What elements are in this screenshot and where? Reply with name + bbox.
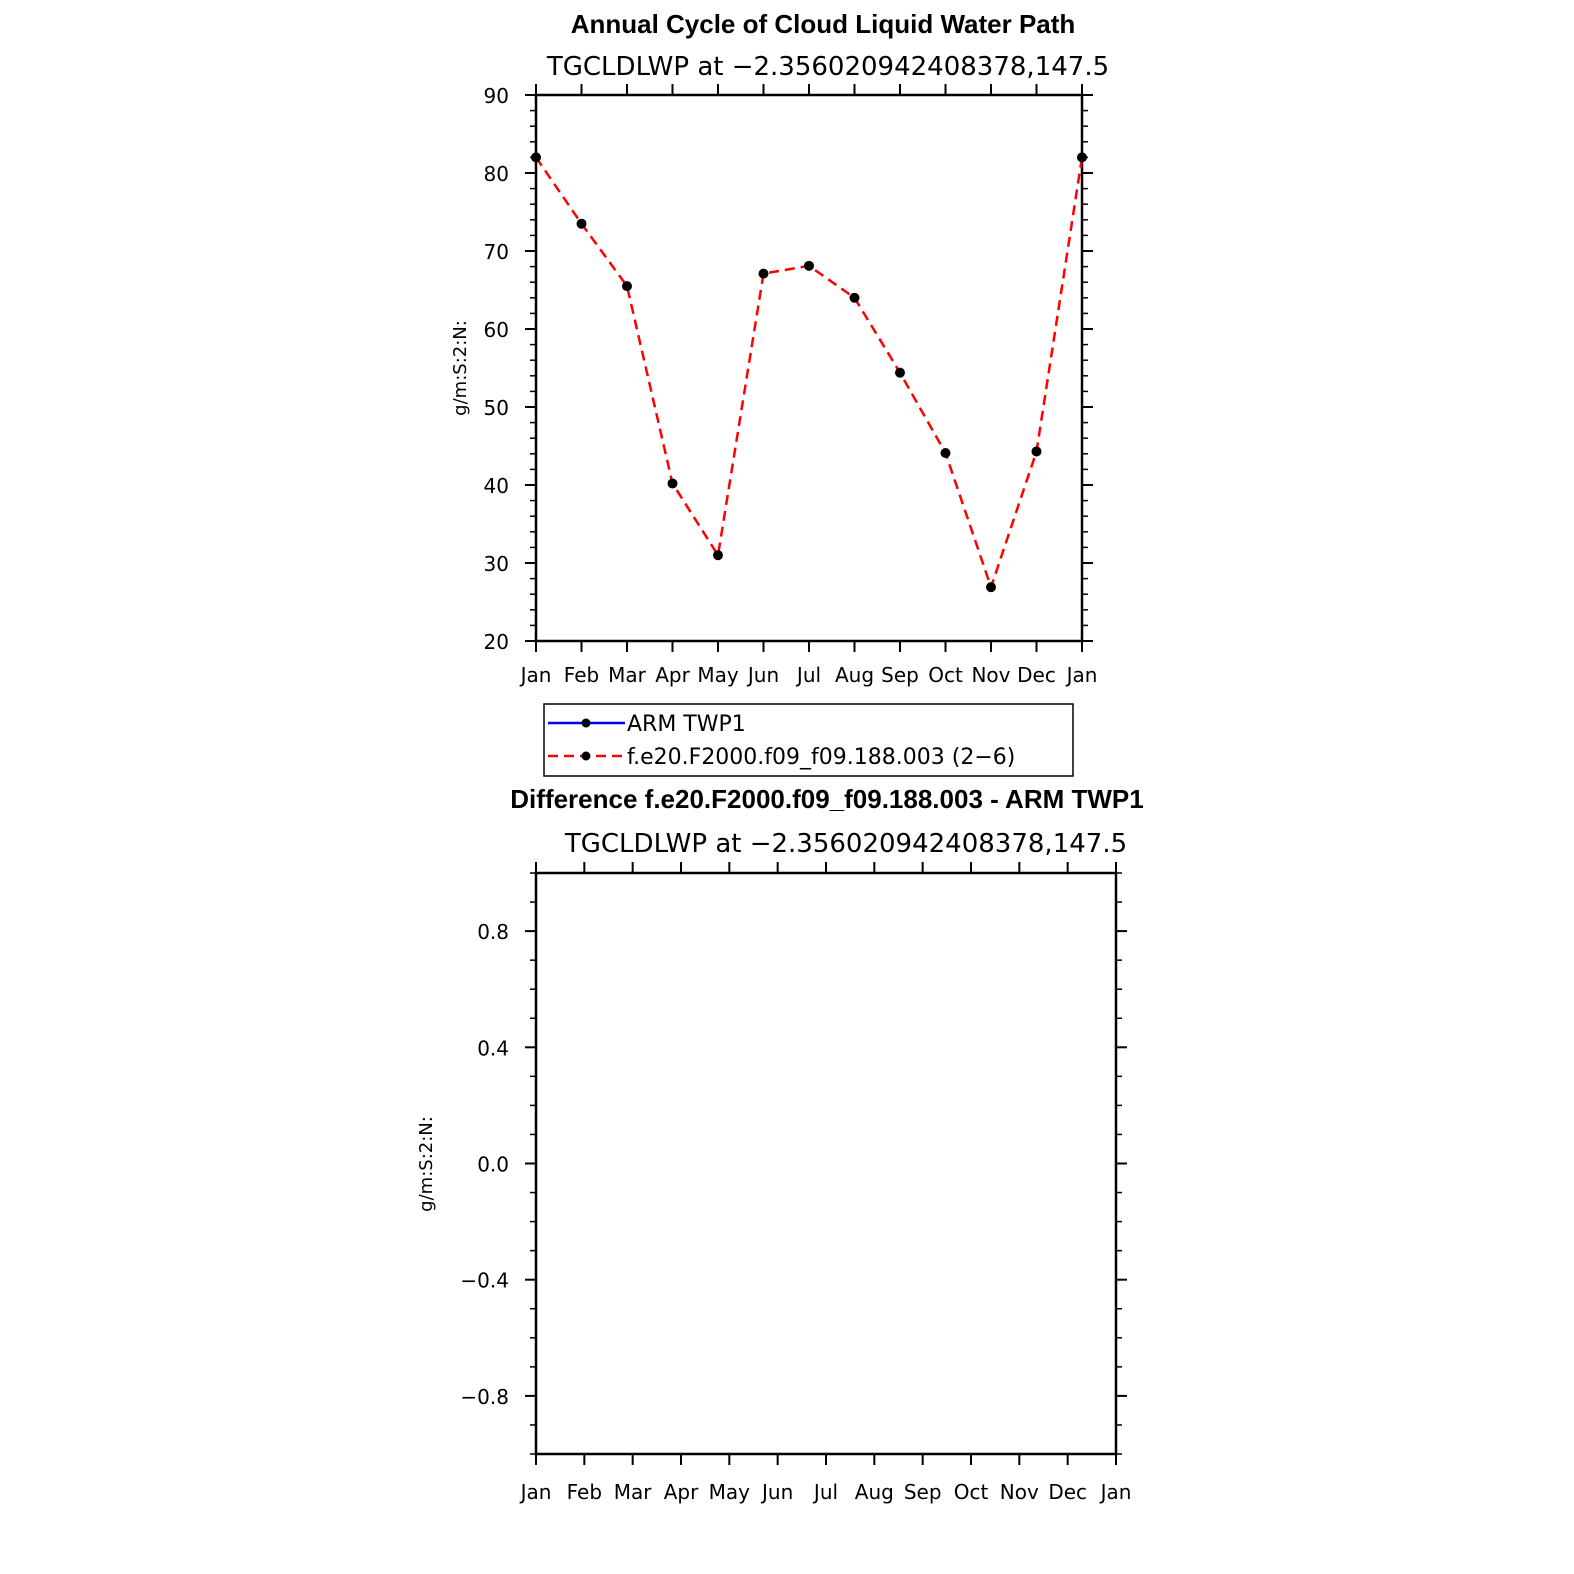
chart-top-title: Annual Cycle of Cloud Liquid Water Path [570, 9, 1076, 39]
y-tick-label: 70 [483, 240, 509, 264]
chart-bottom-title: Difference f.e20.F2000.f09_f09.188.003 - ARM TWP1 [510, 784, 1144, 814]
y-tick-label: 60 [483, 318, 509, 342]
data-point [986, 582, 996, 592]
chart-top-x-tick-labels [519, 663, 1098, 687]
x-tick-label: Dec [1048, 1480, 1088, 1504]
x-tick-label: Jun [762, 1480, 794, 1504]
chart-bottom [416, 784, 1144, 1504]
x-tick-label: Jan [520, 1480, 552, 1504]
data-point [850, 293, 860, 303]
x-tick-label: May [708, 1480, 751, 1504]
x-tick-label: Nov [971, 663, 1011, 687]
x-tick-label: Jan [1066, 663, 1098, 687]
y-tick-label: 90 [483, 84, 509, 108]
x-tick-label: May [697, 663, 739, 687]
data-point [895, 368, 905, 378]
x-tick-label: Jul [796, 663, 822, 687]
x-tick-label: Oct [953, 1480, 989, 1504]
y-tick-label: 50 [483, 396, 509, 420]
y-tick-label: 30 [483, 552, 509, 576]
chart-bottom-ticks [525, 862, 1127, 1465]
legend-label-model: f.e20.F2000.f09_f09.188.003 (2−6) [627, 745, 1016, 770]
x-tick-label: Aug [854, 1480, 894, 1504]
data-point [941, 448, 951, 458]
series-line [536, 157, 1082, 587]
data-point [1032, 446, 1042, 456]
y-tick-label: −0.8 [460, 1384, 509, 1409]
x-tick-label: Mar [613, 1480, 652, 1504]
x-tick-label: Jan [1100, 1480, 1132, 1504]
data-point [531, 152, 541, 162]
data-point [804, 261, 814, 271]
y-tick-label: 20 [483, 630, 509, 654]
x-tick-label: Nov [999, 1480, 1039, 1504]
x-tick-label: Jun [747, 663, 780, 687]
chart-bottom-subtitle: TGCLDLWP at −2.356020942408378,147.5 [564, 829, 1128, 859]
chart-top-frame [536, 95, 1082, 641]
x-tick-label: Apr [655, 663, 690, 687]
x-tick-label: Feb [566, 1480, 603, 1504]
chart-top-series [531, 152, 1087, 592]
x-tick-label: Mar [608, 663, 646, 687]
y-tick-label: −0.4 [460, 1268, 509, 1293]
data-point [759, 269, 769, 279]
y-tick-label: 40 [483, 474, 509, 498]
data-point [622, 281, 632, 291]
chart-top-ticks [525, 84, 1093, 652]
x-tick-label: Sep [903, 1480, 942, 1504]
data-point [713, 550, 723, 560]
legend-label-arm: ARM TWP1 [627, 712, 746, 737]
x-tick-label: Oct [928, 663, 963, 687]
chart-top-y-tick-labels [484, 84, 509, 654]
x-tick-label: Aug [834, 663, 875, 687]
data-point [577, 219, 587, 229]
y-tick-label: 0.8 [477, 920, 509, 945]
y-tick-label: 80 [483, 162, 509, 186]
x-tick-label: Apr [663, 1480, 699, 1504]
chart-bottom-y-tick-labels [460, 920, 509, 1409]
chart-top [450, 9, 1109, 776]
x-tick-label: Sep [881, 663, 919, 687]
chart-bottom-ylabel: g/m:S:2:N: [416, 1116, 437, 1212]
chart-bottom-frame [536, 873, 1116, 1454]
legend [544, 704, 1073, 776]
y-tick-label: 0.0 [477, 1152, 509, 1177]
chart-bottom-x-tick-labels [519, 1480, 1132, 1504]
x-tick-label: Dec [1017, 663, 1056, 687]
data-point [668, 478, 678, 488]
legend-marker-model [582, 752, 591, 761]
legend-marker-arm [582, 719, 591, 728]
y-tick-label: 0.4 [477, 1036, 509, 1061]
x-tick-label: Feb [563, 663, 600, 687]
x-tick-label: Jan [520, 663, 552, 687]
chart-top-ylabel: g/m:S:2:N: [450, 320, 471, 416]
chart-top-subtitle: TGCLDLWP at −2.356020942408378,147.5 [546, 52, 1110, 82]
x-tick-label: Jul [813, 1480, 839, 1504]
data-point [1077, 152, 1087, 162]
